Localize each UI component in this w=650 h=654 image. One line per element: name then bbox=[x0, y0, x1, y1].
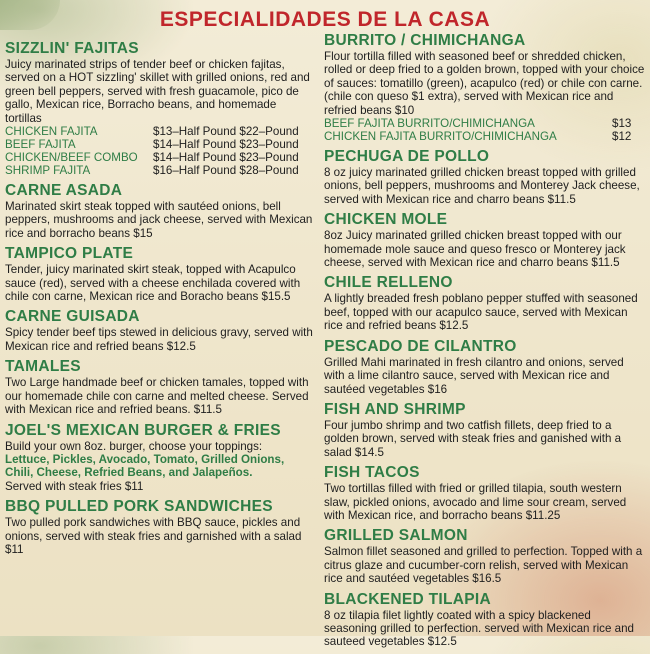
item-description: Salmon fillet seasoned and grilled to perfection. Topped with a citrus glaze and cucumber-corn relish, served with Mexican rice and sautéed vegetables $16.5 bbox=[324, 545, 643, 586]
item-title: GRILLED SALMON bbox=[324, 527, 468, 545]
item-description: A lightly breaded fresh poblano pepper stuffed with seasoned beef, topped with our acapulco sauce, served with Mexican rice and refried beans $12.5 bbox=[324, 292, 638, 333]
item-description: Four jumbo shrimp and two catfish fillets, deep fried to a golden brown, served with steak fries and ganished with a salad $14.5 bbox=[324, 418, 622, 459]
menu-item-carne-asada bbox=[5, 182, 315, 240]
item-title: BBQ PULLED PORK SANDWICHES bbox=[5, 498, 273, 516]
item-title: FISH AND SHRIMP bbox=[324, 400, 466, 418]
item-description: Tender, juicy marinated skirt steak, topped with Acapulco sauce (red), served with a cheese enchilada covered with chile con carne, Mexican rice and Boracho beans $15.5 bbox=[5, 263, 301, 304]
item-title: BURRITO / CHIMICHANGA bbox=[324, 32, 526, 49]
menu-item-tamales bbox=[5, 358, 315, 416]
item-description: Two tortillas filled with fried or grilled tilapia, south western slaw, pickled onions, avocado and lime sour cream, served with Mexican rice, and borracho beans $11.25 bbox=[324, 482, 627, 522]
item-title: CARNE GUISADA bbox=[5, 308, 140, 326]
item-description: Marinated skirt steak topped with sautéed onions, bell peppers, mushrooms and jack cheese, served with Mexican rice and borracho beans $15 bbox=[5, 200, 313, 240]
price-row bbox=[5, 125, 315, 138]
menu-item-pescado-de-cilantro bbox=[324, 338, 646, 396]
item-description: Two pulled pork sandwiches with BBQ sauce, pickles and onions, served with steak fries and garnished with a salad $11 bbox=[5, 516, 302, 556]
menu-item-chile-relleno bbox=[324, 274, 646, 332]
menu-item-chicken-mole bbox=[324, 211, 646, 269]
price-value: $13–Half Pound $22–Pound bbox=[153, 125, 299, 139]
toppings-list: Lettuce, Pickles, Avocado, Tomato, Grilled Onions, Chili, Cheese, Refried Beans, and Jalapeños. bbox=[5, 452, 285, 480]
item-title: FISH TACOS bbox=[324, 464, 420, 482]
price-value: $13 bbox=[612, 117, 632, 131]
price-value: $16–Half Pound $28–Pound bbox=[153, 164, 299, 178]
page-title: ESPECIALIDADES DE LA CASA bbox=[159, 8, 491, 31]
item-description: 8 oz tilapia filet lightly coated with a spicy blackened seasoning grilled to perfection. served with Mexican rice and sauteed vegetables $12.5 bbox=[324, 608, 634, 649]
item-title: CHILE RELLENO bbox=[324, 274, 453, 292]
item-description: 8oz Juicy marinated grilled chicken breast topped with our homemade mole sauce and queso fresco or Monterey jack cheese, served with Mexican rice and charro beans $11.5 bbox=[324, 229, 626, 270]
menu-item-fish-and-shrimp bbox=[324, 401, 646, 459]
menu-item-pechuga-de-pollo bbox=[324, 148, 646, 206]
item-description: Spicy tender beef tips stewed in delicious gravy, served with Mexican rice and refried beans $12.5 bbox=[5, 326, 313, 353]
item-title: TAMALES bbox=[5, 358, 81, 376]
price-name: CHICKEN/BEEF COMBO bbox=[5, 151, 138, 165]
menu-item-tampico-plate bbox=[5, 245, 315, 303]
price-name: BEEF FAJITA bbox=[5, 138, 76, 152]
item-title: CHICKEN MOLE bbox=[324, 211, 448, 229]
item-serving: Served with steak fries $11 bbox=[5, 479, 144, 493]
item-description: Two Large handmade beef or chicken tamales, topped with our homemade chile con carne and melted cheese. Served with Mexican rice and refried beans. $11.5 bbox=[5, 376, 309, 417]
left-column bbox=[5, 40, 315, 561]
price-row bbox=[324, 117, 646, 130]
item-title: PESCADO DE CILANTRO bbox=[324, 337, 517, 355]
menu-item-sizzlin-fajitas bbox=[5, 40, 315, 177]
price-row bbox=[324, 130, 646, 143]
item-description: Build your own 8oz. burger, choose your toppings: bbox=[5, 439, 263, 453]
item-description: Grilled Mahi marinated in fresh cilantro and onions, served with a lime cilantro sauce, served with Mexican rice and sautéed vegetables $16 bbox=[324, 355, 624, 396]
price-value: $14–Half Pound $23–Pound bbox=[153, 138, 299, 152]
menu-item-mexican-burger bbox=[5, 422, 315, 494]
price-value: $12 bbox=[612, 130, 632, 144]
price-value: $14–Half Pound $23–Pound bbox=[153, 151, 299, 165]
menu-item-fish-tacos bbox=[324, 464, 646, 522]
item-description: Juicy marinated strips of tender beef or chicken fajitas, served on a HOT sizzling' skillet with grilled onions, red and green bell peppers, served with fresh guacamole, pico de gallo, Mexican rice, Borracho beans, and homemade tortillas bbox=[5, 58, 310, 125]
price-row bbox=[5, 164, 315, 177]
menu-item-grilled-salmon bbox=[324, 527, 646, 585]
item-title: BLACKENED TILAPIA bbox=[324, 590, 491, 608]
item-title: TAMPICO PLATE bbox=[5, 245, 134, 263]
item-title: JOEL'S MEXICAN BURGER & FRIES bbox=[5, 421, 281, 439]
menu-item-burrito-chimichanga bbox=[324, 32, 646, 143]
right-column bbox=[324, 32, 646, 654]
price-row bbox=[5, 138, 315, 151]
price-name: CHICKEN FAJITA bbox=[5, 125, 98, 139]
price-row bbox=[5, 151, 315, 164]
item-description: 8 oz juicy marinated grilled chicken breast topped with grilled onions, bell peppers, mushrooms and Monterey Jack cheese, served with Mexican rice and charro beans $11.5 bbox=[324, 166, 640, 206]
item-title: SIZZLIN' FAJITAS bbox=[5, 40, 139, 57]
price-name: SHRIMP FAJITA bbox=[5, 164, 91, 178]
price-name: CHICKEN FAJITA BURRITO/CHIMICHANGA bbox=[324, 130, 557, 144]
menu-item-blackened-tilapia bbox=[324, 591, 646, 649]
item-title: CARNE ASADA bbox=[5, 182, 123, 200]
menu-item-carne-guisada bbox=[5, 308, 315, 353]
menu-item-bbq-pulled-pork bbox=[5, 498, 315, 556]
item-description: Flour tortilla filled with seasoned beef or shredded chicken, rolled or deep fried to a golden brown, topped with your choice of sauces: tomatillo (green), acapulco (red) or chile con carne. (chile con queso $1 extra), served with Mexican rice and refried beans $10 bbox=[324, 50, 645, 117]
price-name: BEEF FAJITA BURRITO/CHIMICHANGA bbox=[324, 117, 535, 131]
item-title: PECHUGA DE POLLO bbox=[324, 148, 490, 166]
